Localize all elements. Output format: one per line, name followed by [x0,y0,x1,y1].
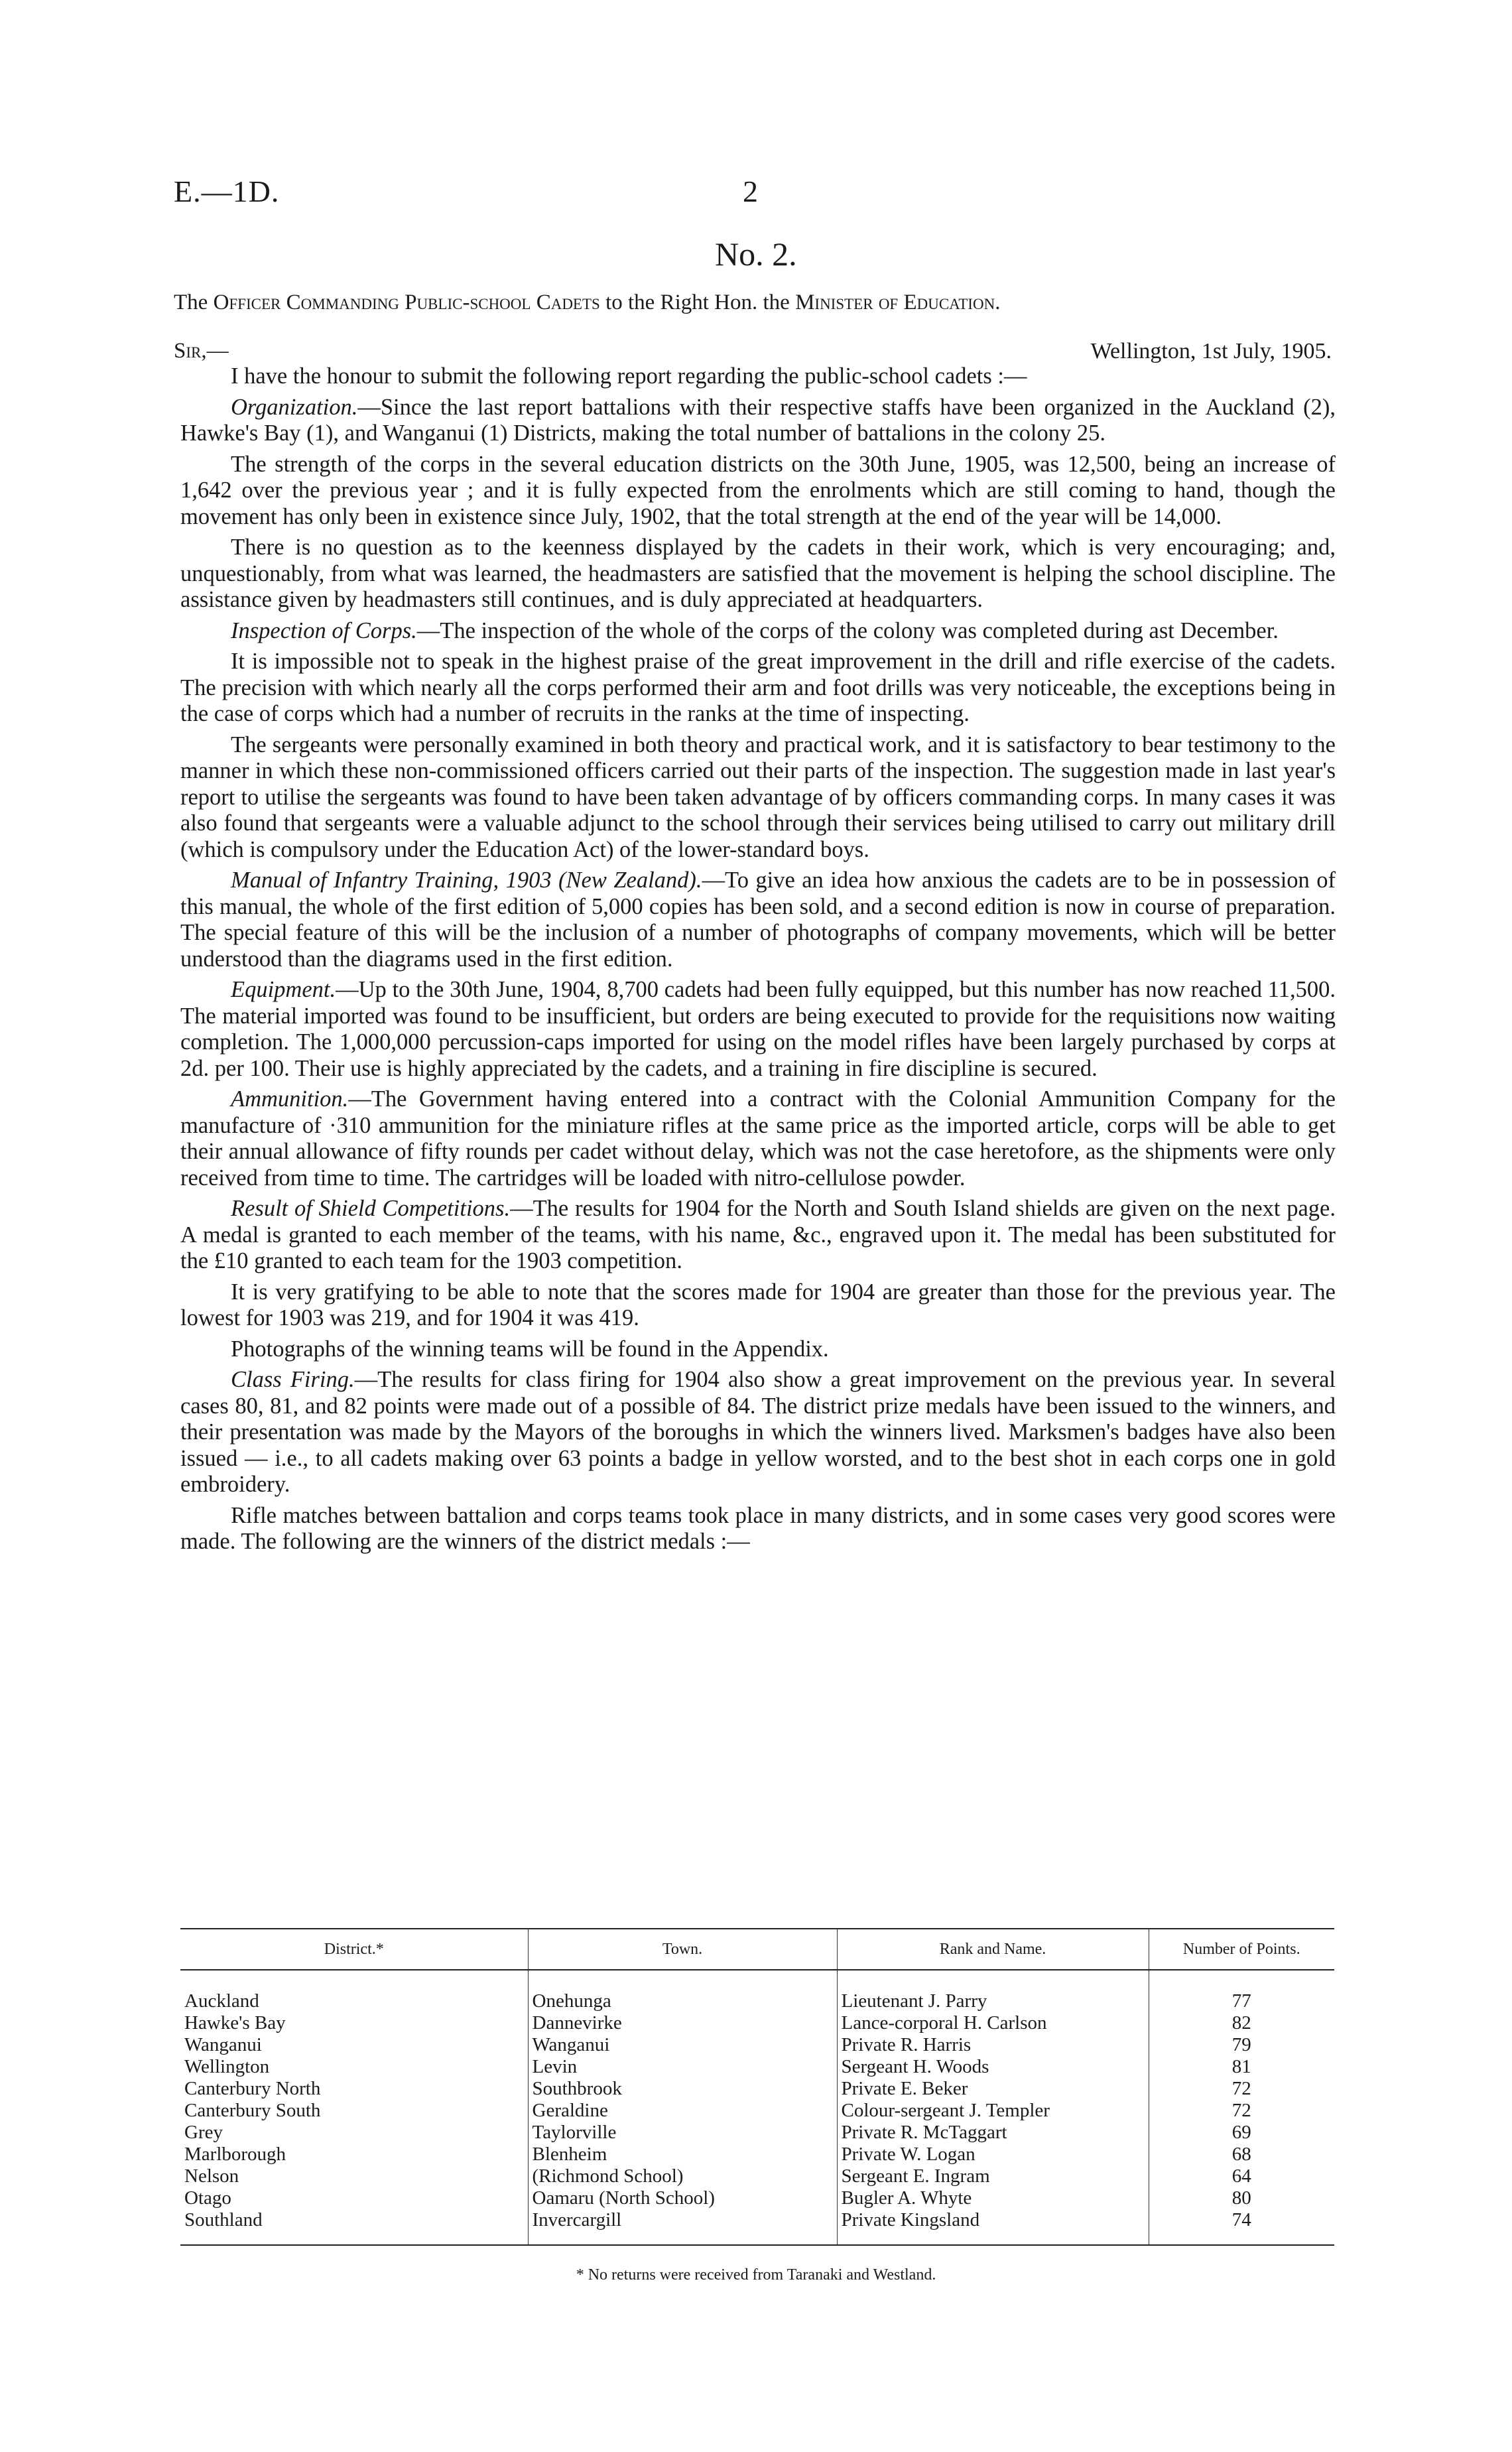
header-rank-name: Rank and Name. [837,1929,1149,1970]
cell-points: 77 [1231,1990,1251,2012]
cell-rank-name: Private Kingsland [837,2209,1149,2245]
paragraph [180,1196,1336,1275]
paragraph [180,868,1336,972]
paragraph-text: —The results for class firing for 1904 also show a great improvement on the previous year. In several cases 80, 81, and 82 points were made out of a possible of 84. The district prize medals have been issued to the winners, and their presentation was made by the Mayors of the boroughs in which the winners lived. Marksmen's badges have also been issued — i.e., to all cadets making over 63 points a badge in yellow worsted, and to the best shot in each corps one in gold embroidery. [180,1367,1336,1497]
header-district: District.* [180,1929,528,1970]
paragraph-heading: Class Firing. [231,1367,355,1392]
cell-points: 72 [1231,2100,1251,2121]
paragraph-text: —Up to the 30th June, 1904, 8,700 cadets had been fully equipped, but this number has now reached 11,500. The material imported was found to be insufficient, but orders are being executed to provide for the requisitions now waiting completion. The 1,000,000 percussion-caps imported for using on the model rifles have been largely purchased by corps at 2d. per 100. Their use is highly appreciated by the cadets, and a training in fire discipline is secured. [180,977,1336,1081]
cell-points: 80 [1231,2187,1251,2209]
cell-district: Wanganui [180,2034,528,2056]
cell-points: 69 [1231,2122,1251,2143]
cell-points: 68 [1231,2144,1251,2165]
table-body [180,1970,1334,2245]
paragraph-text: It is impossible not to speak in the highest praise of the great improvement in the drill and rifle exercise of the cadets. The precision with which nearly all the corps performed their arm and foot drills was very noticeable, the exceptions being in the case of corps which had a number of recruits in the ranks at the time of inspecting. [180,649,1336,726]
paragraph-heading: Equipment. [231,977,336,1002]
cell-town: Southbrook [528,2078,837,2100]
heading-minister: Minister of Education [795,290,995,314]
table-row [180,2034,1334,2056]
cell-town: Blenheim [528,2144,837,2165]
heading-officer: Officer Commanding Public-school Cadets [213,290,600,314]
paragraph-text: There is no question as to the keenness displayed by the cadets in their work, which is very encouraging; and, unquestionably, from what was learned, the headmasters are satisfied that the movement is helping the school discipline. The assistance given by headmasters still continues, and is duly appreciated at headquarters. [180,535,1336,612]
cell-town: Wanganui [528,2034,837,2056]
paragraph [180,1279,1336,1332]
heading-from-prefix: The [174,290,214,314]
cell-district: Wellington [180,2056,528,2078]
cell-district: Canterbury South [180,2100,528,2122]
paragraph-text: —To give an idea how anxious the cadets are to be in possession of this manual, the whole of the first edition of 5,000 copies has been sold, and a second edition is now in course of preparation. The special feature of this will be the inclusion of a number of photographs of company movements, which will be better understood than the diagrams used in the first edition. [180,868,1336,972]
paragraph-text: —Since the last report battalions with their respective staffs have been organized in the Auckland (2), Hawke's Bay (1), and Wanganui (1) Districts, making the total number of battalions in the colony 25. [180,394,1336,446]
paragraph-text: The sergeants were personally examined in both theory and practical work, and it is satisfactory to bear testimony to the manner in which these non-commissioned officers carried out their parts of the inspection. The suggestion made in last year's report to utilise the sergeants was found to have been taken advantage of by officers commanding corps. In many cases it was also found that sergeants were a valuable adjunct to the school through their services being utilised to carry out military drill (which is compulsory under the Education Act) of the lower-standard boys. [180,732,1336,862]
table-row [180,1970,1334,2012]
paragraph [180,732,1336,864]
cell-district: Canterbury North [180,2078,528,2100]
paragraph [180,649,1336,728]
cell-points: 82 [1231,2012,1251,2033]
cell-rank-name: Private R. Harris [837,2034,1149,2056]
paragraph-text: Photographs of the winning teams will be found in the Appendix. [231,1336,829,1362]
cell-district: Nelson [180,2165,528,2187]
cell-points: 64 [1231,2165,1251,2187]
cell-rank-name: Sergeant E. Ingram [837,2165,1149,2187]
cell-town: Onehunga [528,1970,837,2012]
cell-district: Otago [180,2187,528,2209]
cell-town: (Richmond School) [528,2165,837,2187]
table-header-row [180,1929,1334,1970]
cell-points: 74 [1149,2209,1334,2245]
paragraph [180,1086,1336,1191]
heading-to-suffix: . [995,290,1001,314]
paragraph [180,1503,1336,1555]
heading-to-prefix: to the Right Hon. the [599,290,796,314]
cell-points: 79 [1231,2034,1251,2055]
cell-rank-name: Private E. Beker [837,2078,1149,2100]
cell-town: Geraldine [528,2100,837,2122]
table-row [180,2078,1334,2100]
cell-rank-name: Private W. Logan [837,2144,1149,2165]
paragraph-text: —The inspection of the whole of the corps of the colony was completed during ast December. [416,617,1279,643]
page-number: 2 [743,174,758,208]
paragraph-heading: Organization. [231,394,358,420]
cell-town: Invercargill [528,2209,837,2245]
header-points: Number of Points. [1149,1929,1334,1970]
paragraph-heading: Ammunition. [231,1086,349,1112]
header-town: Town. [528,1929,837,1970]
paragraph [180,618,1336,645]
salutation: Sir,— [174,339,229,363]
table-row [180,2144,1334,2165]
district-medals-table [180,1928,1334,2246]
cell-rank-name: Sergeant H. Woods [837,2056,1149,2078]
cell-district: Auckland [180,1970,528,2012]
paragraph-heading: Manual of Infantry Training, 1903 (New Zealand). [231,868,702,893]
table-row [180,2165,1334,2187]
table-row [180,2100,1334,2122]
table-footnote: * No returns were received from Taranaki and Westland. [576,2266,936,2284]
table-row [180,2187,1334,2209]
cell-town: Oamaru (North School) [528,2187,837,2209]
paragraph-text: —The Government having entered into a contract with the Colonial Ammunition Company for the manufacture of ·310 ammunition for the miniature rifles at the same price as the imported article, corps will be able to get their annual allowance of fifty rounds per cadet without delay, which was not the case heretofore, as the shipments were only received from time to time. The cartridges will be loaded with nitro-cellulose powder. [180,1086,1336,1191]
cell-district: Marlborough [180,2144,528,2165]
paragraph-heading: Result of Shield Competitions. [231,1196,511,1221]
cell-town: Levin [528,2056,837,2078]
cell-points: 81 [1231,2056,1251,2077]
paragraph-text: Rifle matches between battalion and corps teams took place in many districts, and in some cases very good scores were made. The following are the winners of the district medals :— [180,1502,1336,1554]
table-row [180,2012,1334,2034]
paragraph [180,452,1336,531]
cell-district: Southland [180,2209,528,2245]
cell-rank-name: Lieutenant J. Parry [837,1970,1149,2012]
cell-district: Grey [180,2122,528,2144]
cell-town: Dannevirke [528,2012,837,2034]
cell-rank-name: Private R. McTaggart [837,2122,1149,2144]
cell-town: Taylorville [528,2122,837,2144]
paragraph [180,395,1336,447]
report-body [180,363,1336,1560]
cell-points: 72 [1231,2078,1251,2099]
letter-heading [174,290,1000,315]
paragraph [180,1367,1336,1498]
table-row [180,2209,1334,2245]
paragraph [180,535,1336,613]
document-number: No. 2. [715,235,797,273]
cell-rank-name: Bugler A. Whyte [837,2187,1149,2209]
table-row [180,2122,1334,2144]
paragraph-text: —The results for 1904 for the North and South Island shields are given on the next page. A medal is granted to each member of the teams, with his name, &c., engraved upon it. The medal has been substituted for the £10 granted to each team for the 1903 competition. [180,1196,1336,1273]
paragraph-text: It is very gratifying to be able to note that the scores made for 1904 are greater than those for the previous year. The lowest for 1903 was 219, and for 1904 it was 419. [180,1279,1336,1330]
cell-rank-name: Lance-corporal H. Carlson [837,2012,1149,2034]
date-line: Wellington, 1st July, 1905. [1090,339,1332,363]
paragraph [180,363,1336,390]
cell-district: Hawke's Bay [180,2012,528,2034]
paragraph-text: The strength of the corps in the several education districts on the 30th June, 1905, was 12,500, being an increase of 1,642 over the previous year ; and it is fully expected from the enrolments which are still coming to hand, though the movement has only been in existence since July, 1902, that the total strength at the end of the year will be 14,000. [180,451,1336,529]
paragraph [180,1336,1336,1363]
header-ref: E.—1D. [174,174,280,208]
cell-rank-name: Colour-sergeant J. Templer [837,2100,1149,2122]
paragraph-heading: Inspection of Corps. [231,617,417,643]
paragraph [180,977,1336,1082]
table-row [180,2056,1334,2078]
paragraph-text: I have the honour to submit the following report regarding the public-school cadets :— [231,363,1027,389]
